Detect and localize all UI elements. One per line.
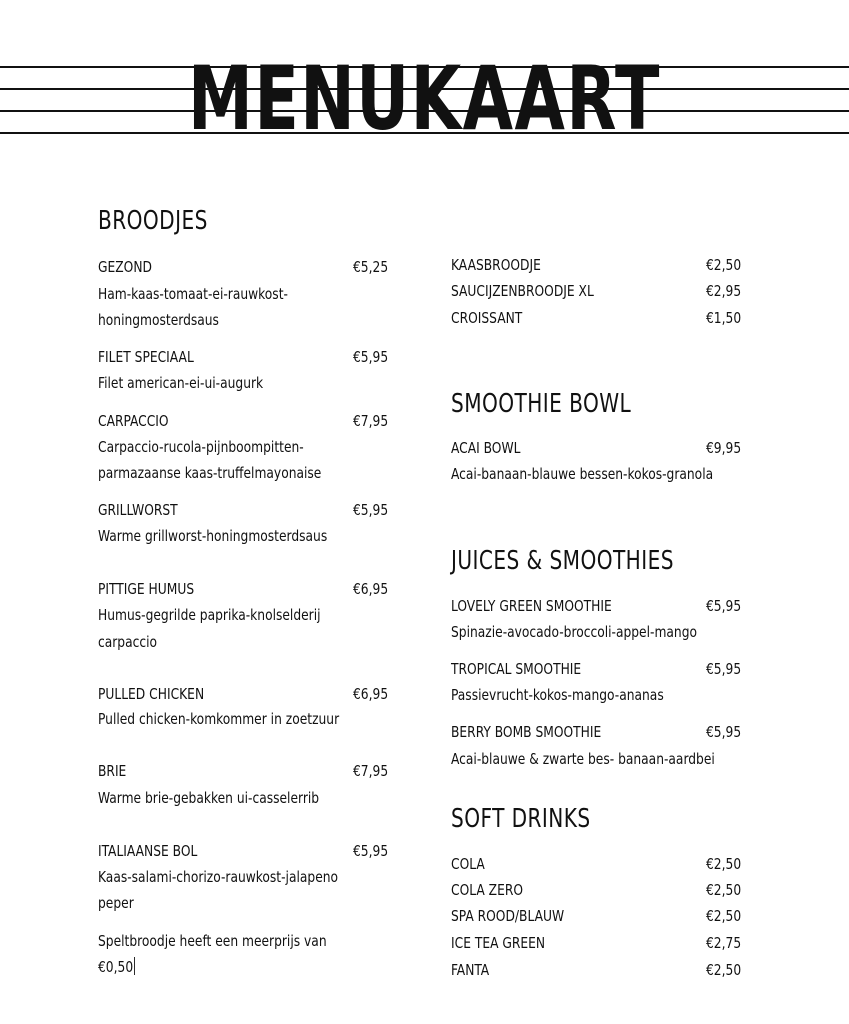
item-price: €2,50 bbox=[706, 855, 742, 873]
item-description: peper bbox=[98, 894, 134, 912]
item-price: €9,95 bbox=[706, 439, 742, 457]
item-name: FILET SPECIAAL bbox=[98, 348, 194, 366]
item-name: KAASBROODJE bbox=[451, 256, 541, 274]
item-price: €2,50 bbox=[706, 907, 742, 925]
item-name: COLA bbox=[451, 855, 485, 873]
item-name: COLA ZERO bbox=[451, 881, 524, 899]
item-name: SAUCIJZENBROODJE XL bbox=[451, 282, 594, 300]
item-name: SPA ROOD/BLAUW bbox=[451, 907, 565, 925]
item-price: €2,50 bbox=[706, 881, 742, 899]
item-price: €5,95 bbox=[353, 348, 389, 366]
item-price: €7,95 bbox=[353, 762, 389, 780]
text-cursor bbox=[134, 957, 135, 975]
item-name: GEZOND bbox=[98, 258, 152, 276]
item-description: Passievrucht-kokos-mango-ananas bbox=[451, 686, 664, 704]
spelt-note-price-value: €0,50 bbox=[98, 958, 134, 976]
item-name: BERRY BOMB SMOOTHIE bbox=[451, 723, 602, 741]
item-description: carpaccio bbox=[98, 633, 158, 651]
item-description: Humus-gegrilde paprika-knolselderij bbox=[98, 606, 321, 624]
item-name: BRIE bbox=[98, 762, 127, 780]
item-description: Kaas-salami-chorizo-rauwkost-jalapeno bbox=[98, 868, 339, 886]
item-price: €5,95 bbox=[706, 723, 742, 741]
item-price: €2,75 bbox=[706, 934, 742, 952]
item-description: Carpaccio-rucola-pijnboompitten- bbox=[98, 438, 304, 456]
item-price: €5,95 bbox=[706, 597, 742, 615]
item-price: €1,50 bbox=[706, 309, 742, 327]
item-name: TROPICAL SMOOTHIE bbox=[451, 660, 582, 678]
item-name: CARPACCIO bbox=[98, 412, 169, 430]
item-description: honingmosterdsaus bbox=[98, 311, 219, 329]
spelt-note-price bbox=[98, 954, 135, 980]
item-name: LOVELY GREEN SMOOTHIE bbox=[451, 597, 612, 615]
item-price: €6,95 bbox=[353, 685, 389, 703]
item-name: ITALIAANSE BOL bbox=[98, 842, 198, 860]
item-description: Pulled chicken-komkommer in zoetzuur bbox=[98, 710, 340, 728]
item-price: €6,95 bbox=[353, 580, 389, 598]
item-description: parmazaanse kaas-truffelmayonaise bbox=[98, 464, 322, 482]
item-description: Spinazie-avocado-broccoli-appel-mango bbox=[451, 623, 698, 641]
item-price: €5,25 bbox=[353, 258, 389, 276]
item-description: Filet american-ei-ui-augurk bbox=[98, 374, 264, 392]
item-name: ACAI BOWL bbox=[451, 439, 521, 457]
item-price: €5,95 bbox=[353, 501, 389, 519]
menu-header bbox=[0, 0, 849, 160]
section-title-smoothie-bowl: SMOOTHIE BOWL bbox=[451, 389, 632, 419]
section-title-soft-drinks: SOFT DRINKS bbox=[451, 804, 591, 834]
item-price: €5,95 bbox=[706, 660, 742, 678]
item-price: €7,95 bbox=[353, 412, 389, 430]
spelt-note: Speltbroodje heeft een meerprijs van bbox=[98, 932, 327, 950]
item-name: FANTA bbox=[451, 961, 490, 979]
item-description: Acai-banaan-blauwe bessen-kokos-granola bbox=[451, 465, 714, 483]
item-name: CROISSANT bbox=[451, 309, 523, 327]
item-price: €2,50 bbox=[706, 256, 742, 274]
item-name: PITTIGE HUMUS bbox=[98, 580, 195, 598]
item-description: Ham-kaas-tomaat-ei-rauwkost- bbox=[98, 285, 288, 303]
section-title-broodjes: BROODJES bbox=[98, 206, 208, 236]
item-price: €5,95 bbox=[353, 842, 389, 860]
item-price: €2,95 bbox=[706, 282, 742, 300]
item-description: Warme grillworst-honingmosterdsaus bbox=[98, 527, 328, 545]
page-title: MENUKAART bbox=[188, 47, 661, 150]
item-name: PULLED CHICKEN bbox=[98, 685, 205, 703]
item-name: ICE TEA GREEN bbox=[451, 934, 546, 952]
section-title-juices: JUICES & SMOOTHIES bbox=[451, 546, 674, 576]
item-name: GRILLWORST bbox=[98, 501, 178, 519]
item-description: Warme brie-gebakken ui-casselerrib bbox=[98, 789, 320, 807]
item-description: Acai-blauwe & zwarte bes- banaan-aardbei bbox=[451, 750, 715, 768]
item-price: €2,50 bbox=[706, 961, 742, 979]
